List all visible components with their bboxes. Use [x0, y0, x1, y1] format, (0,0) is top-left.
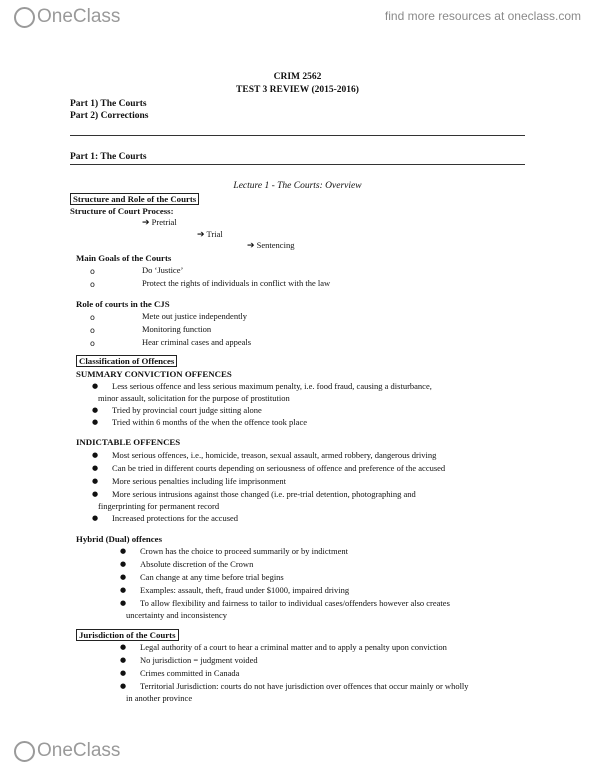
header-tagline[interactable]: find more resources at oneclass.com: [384, 9, 581, 23]
logo-o-icon: [14, 741, 35, 762]
indictable-item: Can be tried in different courts depending on seriousness of offence and preference of the accused: [112, 463, 446, 473]
process-step-trial: ➔ Trial: [197, 229, 223, 240]
bullet-icon: ●: [120, 656, 127, 664]
divider-1: [70, 135, 525, 136]
test-title: TEST 3 REVIEW (2015-2016): [236, 85, 359, 95]
indictable-item: Increased protections for the accused: [112, 513, 239, 523]
hybrid-item: Can change at any time before trial begins: [140, 572, 284, 582]
structure-heading: Structure and Role of the Courts: [70, 193, 199, 205]
hybrid-heading: Hybrid (Dual) offences: [76, 534, 163, 544]
bullet-icon: ●: [92, 418, 99, 426]
indictable-item: Most serious offences, i.e., homicide, treason, sexual assault, armed robbery, dangerous driving: [112, 450, 437, 460]
part1-heading: Part 1: The Courts: [70, 152, 147, 162]
bullet-icon: ●: [92, 490, 99, 498]
logo-text: OneClass: [37, 6, 121, 27]
circle-bullet-icon: o: [90, 339, 95, 348]
course-code: CRIM 2562: [273, 72, 322, 82]
summary-item: Less serious offence and less serious maximum penalty, i.e. food fraud, causing a disturbance,: [112, 381, 432, 391]
indictable-item: fingerprinting for permanent record: [98, 501, 220, 511]
hybrid-item: To allow flexibility and fairness to tailor to individual cases/offenders however also creates: [140, 598, 450, 608]
classification-heading: Classification of Offences: [76, 355, 177, 367]
list-item: [90, 338, 95, 348]
jurisdiction-item: Legal authority of a court to hear a criminal matter and to apply a penalty upon conviction: [140, 642, 447, 652]
goal-item: Protect the rights of individuals in conflict with the law: [142, 278, 331, 288]
bullet-icon: ●: [120, 560, 127, 568]
jurisdiction-heading: Jurisdiction of the Courts: [76, 629, 179, 641]
hybrid-item: uncertainty and inconsistency: [126, 610, 228, 620]
part1-title: Part 1) The Courts: [70, 99, 147, 109]
hybrid-item: Absolute discretion of the Crown: [140, 559, 254, 569]
summary-item: minor assault, solicitation for the purpose of prostitution: [98, 393, 290, 403]
bullet-icon: ●: [92, 382, 99, 390]
bullet-icon: ●: [92, 477, 99, 485]
hybrid-item: Crown has the choice to proceed summarily or by indictment: [140, 546, 348, 556]
role-item: Hear criminal cases and appeals: [142, 337, 252, 347]
arrow-right-icon: ➔: [142, 218, 150, 228]
bullet-icon: ●: [92, 406, 99, 414]
bullet-icon: ●: [120, 599, 127, 607]
arrow-right-icon: ➔: [197, 230, 205, 240]
circle-bullet-icon: o: [90, 267, 95, 276]
part2-title: Part 2) Corrections: [70, 111, 149, 121]
jurisdiction-item: Territorial Jurisdiction: courts do not have jurisdiction over offences that occur mainly or wholly: [140, 681, 469, 691]
jurisdiction-item: No jurisdiction = judgment voided: [140, 655, 258, 665]
list-item: [90, 266, 95, 276]
circle-bullet-icon: o: [90, 280, 95, 289]
lecture-title: Lecture 1 - The Courts: Overview: [233, 181, 362, 191]
bullet-icon: ●: [120, 547, 127, 555]
logo-o-icon: [14, 7, 35, 28]
role-item: Monitoring function: [142, 324, 212, 334]
bullet-icon: ●: [120, 682, 127, 690]
process-heading: Structure of Court Process:: [70, 206, 174, 216]
jurisdiction-item: in another province: [126, 693, 193, 703]
summary-heading: SUMMARY CONVICTION OFFENCES: [76, 369, 232, 379]
bullet-icon: ●: [120, 643, 127, 651]
bullet-icon: ●: [92, 451, 99, 459]
summary-item: Tried within 6 months of the when the offence took place: [112, 417, 307, 427]
role-heading: Role of courts in the CJS: [76, 299, 170, 309]
indictable-heading: INDICTABLE OFFENCES: [76, 437, 181, 447]
goals-heading: Main Goals of the Courts: [76, 253, 172, 263]
process-step-sentencing: ➔ Sentencing: [247, 240, 295, 251]
goal-item: Do ‘Justice’: [142, 265, 184, 275]
bullet-icon: ●: [120, 573, 127, 581]
arrow-right-icon: ➔: [247, 241, 255, 251]
hybrid-item: Examples: assault, theft, fraud under $1000, impaired driving: [140, 585, 350, 595]
role-item: Mete out justice independently: [142, 311, 248, 321]
logo-text: OneClass: [37, 740, 121, 761]
circle-bullet-icon: o: [90, 326, 95, 335]
bullet-icon: ●: [120, 669, 127, 677]
oneclass-logo[interactable]: [14, 6, 120, 28]
list-item: [90, 279, 95, 289]
circle-bullet-icon: o: [90, 313, 95, 322]
indictable-item: More serious penalties including life imprisonment: [112, 476, 286, 486]
jurisdiction-item: Crimes committed in Canada: [140, 668, 240, 678]
bullet-icon: ●: [120, 586, 127, 594]
divider-2: [70, 164, 525, 165]
summary-item: Tried by provincial court judge sitting alone: [112, 405, 262, 415]
footer-oneclass-logo[interactable]: [14, 740, 120, 762]
list-item: [90, 325, 95, 335]
process-step-pretrial: ➔ Pretrial: [142, 217, 177, 228]
bullet-icon: ●: [92, 464, 99, 472]
list-item: [90, 312, 95, 322]
bullet-icon: ●: [92, 514, 99, 522]
indictable-item: More serious intrusions against those changed (i.e. pre-trial detention, photographing and: [112, 489, 416, 499]
